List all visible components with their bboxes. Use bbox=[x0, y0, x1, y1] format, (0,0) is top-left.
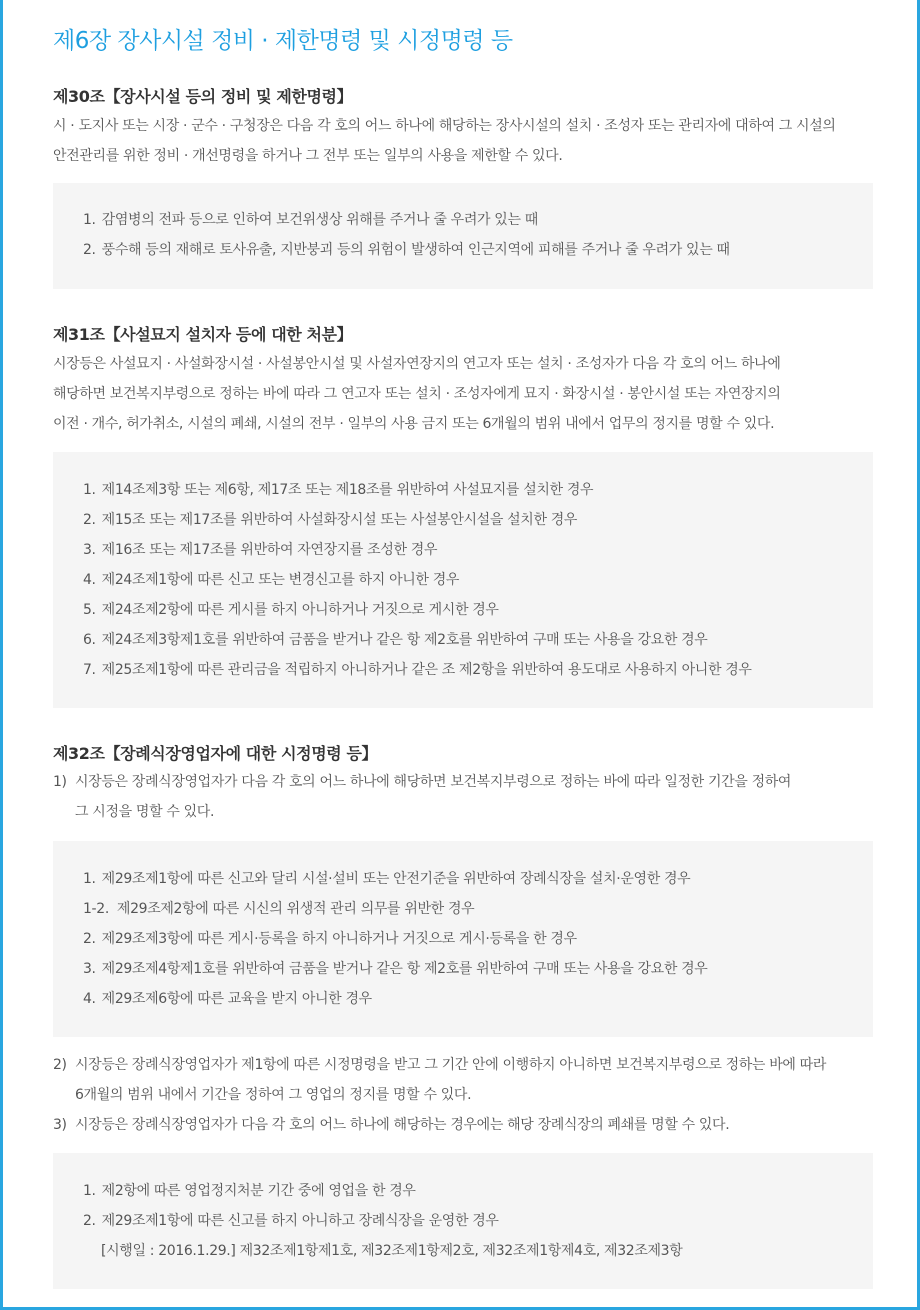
list-item bbox=[83, 660, 752, 680]
paragraph-marker: 2) bbox=[53, 1057, 67, 1073]
paragraph-text: 시장등은 장례식장영업자가 제1항에 따른 시정명령을 받고 그 기간 안에 이행하지 아니하면 보건복지부령으로 정하는 바에 따라 bbox=[75, 1057, 827, 1073]
item-text: 제25조제1항에 따른 관리금을 적립하지 아니하거나 같은 조 제2항을 위반하여 용도대로 사용하지 아니한 경우 bbox=[101, 662, 752, 678]
list-item bbox=[83, 869, 690, 889]
item-text: 제24조제1항에 따른 신고 또는 변경신고를 하지 아니한 경우 bbox=[101, 572, 460, 588]
paragraph-marker: 3) bbox=[53, 1117, 67, 1133]
item-number: 4. bbox=[83, 572, 96, 588]
item-text: 제14조제3항 또는 제6항, 제17조 또는 제18조를 위반하여 사설묘지를 설치한 경우 bbox=[101, 482, 594, 498]
item-number: 3. bbox=[83, 542, 96, 558]
item-number: 2. bbox=[83, 242, 96, 258]
list-item bbox=[83, 959, 707, 979]
paragraph-line: 그 시정을 명할 수 있다. bbox=[75, 804, 215, 820]
list-item bbox=[83, 1181, 416, 1201]
item-number: 4. bbox=[83, 991, 96, 1007]
list-item bbox=[83, 899, 474, 919]
paragraph-line bbox=[53, 1050, 883, 1080]
item-number: 7. bbox=[83, 662, 96, 678]
paragraph-line bbox=[53, 1110, 883, 1140]
list-item bbox=[83, 210, 538, 230]
article-30-body bbox=[53, 111, 883, 171]
article-31-body bbox=[53, 349, 883, 439]
article-32-items-box-1 bbox=[53, 841, 873, 1037]
list-item bbox=[83, 1211, 499, 1231]
item-text: 제29조제4항제1호를 위반하여 금품을 받거나 같은 항 제2호를 위반하여 구매 또는 사용을 강요한 경우 bbox=[101, 961, 708, 977]
item-text: 감염병의 전파 등으로 인하여 보건위생상 위해를 주거나 줄 우려가 있는 때 bbox=[101, 212, 538, 228]
article-31-items-box bbox=[53, 452, 873, 708]
item-text: 제29조제1항에 따른 신고를 하지 아니하고 장례식장을 운영한 경우 bbox=[101, 1213, 499, 1229]
list-item bbox=[83, 600, 499, 620]
enforcement-date-note: [시행일 : 2016.1.29.] 제32조제1항제1호, 제32조제1항제2호, 제32조제1항제4호, 제32조제3항 bbox=[101, 1243, 683, 1259]
list-item bbox=[83, 989, 372, 1009]
item-text: 제29조제1항에 따른 신고와 달리 시설·설비 또는 안전기준을 위반하여 장례식장을 설치·운영한 경우 bbox=[101, 871, 691, 887]
list-item bbox=[83, 510, 577, 530]
item-text: 제15조 또는 제17조를 위반하여 사설화장시설 또는 사설봉안시설을 설치한 경우 bbox=[101, 512, 578, 528]
list-item bbox=[83, 929, 577, 949]
item-text: 제29조제3항에 따른 게시·등록을 하지 아니하거나 거짓으로 게시·등록을 한 경우 bbox=[101, 931, 577, 947]
item-text: 제16조 또는 제17조를 위반하여 자연장지를 조성한 경우 bbox=[101, 542, 438, 558]
body-line: 시 · 도지사 또는 시장 · 군수 · 구청장은 다음 각 호의 어느 하나에 해당하는 장사시설의 설치 · 조성자 또는 관리자에 대하여 그 시설의 bbox=[53, 118, 836, 134]
item-text: 제24조제2항에 따른 게시를 하지 아니하거나 거짓으로 게시한 경우 bbox=[101, 602, 499, 618]
article-30-items-box bbox=[53, 183, 873, 289]
paragraph-line: 6개월의 범위 내에서 기간을 정하여 그 영업의 정지를 명할 수 있다. bbox=[75, 1087, 472, 1103]
item-text: 제29조제6항에 따른 교육을 받지 아니한 경우 bbox=[101, 991, 372, 1007]
item-number: 1. bbox=[83, 1183, 96, 1199]
article-32-paragraph-2 bbox=[53, 1050, 883, 1110]
body-line: 이전 · 개수, 허가취소, 시설의 폐쇄, 시설의 전부 · 일부의 사용 금지 또는 6개월의 범위 내에서 업무의 정지를 명할 수 있다. bbox=[53, 416, 775, 432]
list-item bbox=[83, 480, 593, 500]
page-title: 제6장 장사시설 정비 · 제한명령 및 시정명령 등 bbox=[53, 28, 513, 54]
item-number: 1. bbox=[83, 871, 96, 887]
item-number: 6. bbox=[83, 632, 96, 648]
body-line: 해당하면 보건복지부령으로 정하는 바에 따라 그 연고자 또는 설치 · 조성자에게 묘지 · 화장시설 · 봉안시설 또는 자연장지의 bbox=[53, 386, 781, 402]
item-number: 3. bbox=[83, 961, 96, 977]
item-text: 제2항에 따른 영업정지처분 기간 중에 영업을 한 경우 bbox=[101, 1183, 416, 1199]
item-text: 풍수해 등의 재해로 토사유출, 지반붕괴 등의 위험이 발생하여 인근지역에 피해를 주거나 줄 우려가 있는 때 bbox=[101, 242, 730, 258]
item-number: 1. bbox=[83, 212, 96, 228]
item-number: 5. bbox=[83, 602, 96, 618]
paragraph-line bbox=[53, 767, 883, 797]
body-line: 시장등은 사설묘지 · 사설화장시설 · 사설봉안시설 및 사설자연장지의 연고자 또는 설치 · 조성자가 다음 각 호의 어느 하나에 bbox=[53, 356, 781, 372]
list-item bbox=[83, 570, 459, 590]
item-number: 2. bbox=[83, 512, 96, 528]
article-32-paragraph-3 bbox=[53, 1110, 883, 1140]
article-32-paragraph-1 bbox=[53, 767, 883, 827]
item-number: 2. bbox=[83, 931, 96, 947]
article-32-items-box-3 bbox=[53, 1153, 873, 1289]
item-text: 제24조제3항제1호를 위반하여 금품을 받거나 같은 항 제2호를 위반하여 구매 또는 사용을 강요한 경우 bbox=[101, 632, 708, 648]
item-number: 1-2. bbox=[83, 901, 109, 917]
article-32-title: 제32조【장례식장영업자에 대한 시정명령 등】 bbox=[53, 744, 378, 763]
list-item bbox=[83, 540, 437, 560]
list-item bbox=[83, 630, 707, 650]
item-number: 1. bbox=[83, 482, 96, 498]
body-line: 안전관리를 위한 정비 · 개선명령을 하거나 그 전부 또는 일부의 사용을 제한할 수 있다. bbox=[53, 148, 563, 164]
article-31-title: 제31조【사설묘지 설치자 등에 대한 처분】 bbox=[53, 325, 353, 344]
article-30-title: 제30조【장사시설 등의 정비 및 제한명령】 bbox=[53, 87, 353, 106]
list-item bbox=[83, 240, 730, 260]
paragraph-text: 시장등은 장례식장영업자가 다음 각 호의 어느 하나에 해당하면 보건복지부령으로 정하는 바에 따라 일정한 기간을 정하여 bbox=[75, 774, 792, 790]
item-text: 제29조제2항에 따른 시신의 위생적 관리 의무를 위반한 경우 bbox=[116, 901, 475, 917]
item-number: 2. bbox=[83, 1213, 96, 1229]
paragraph-text: 시장등은 장례식장영업자가 다음 각 호의 어느 하나에 해당하는 경우에는 해당 장례식장의 폐쇄를 명할 수 있다. bbox=[75, 1117, 730, 1133]
paragraph-marker: 1) bbox=[53, 774, 67, 790]
